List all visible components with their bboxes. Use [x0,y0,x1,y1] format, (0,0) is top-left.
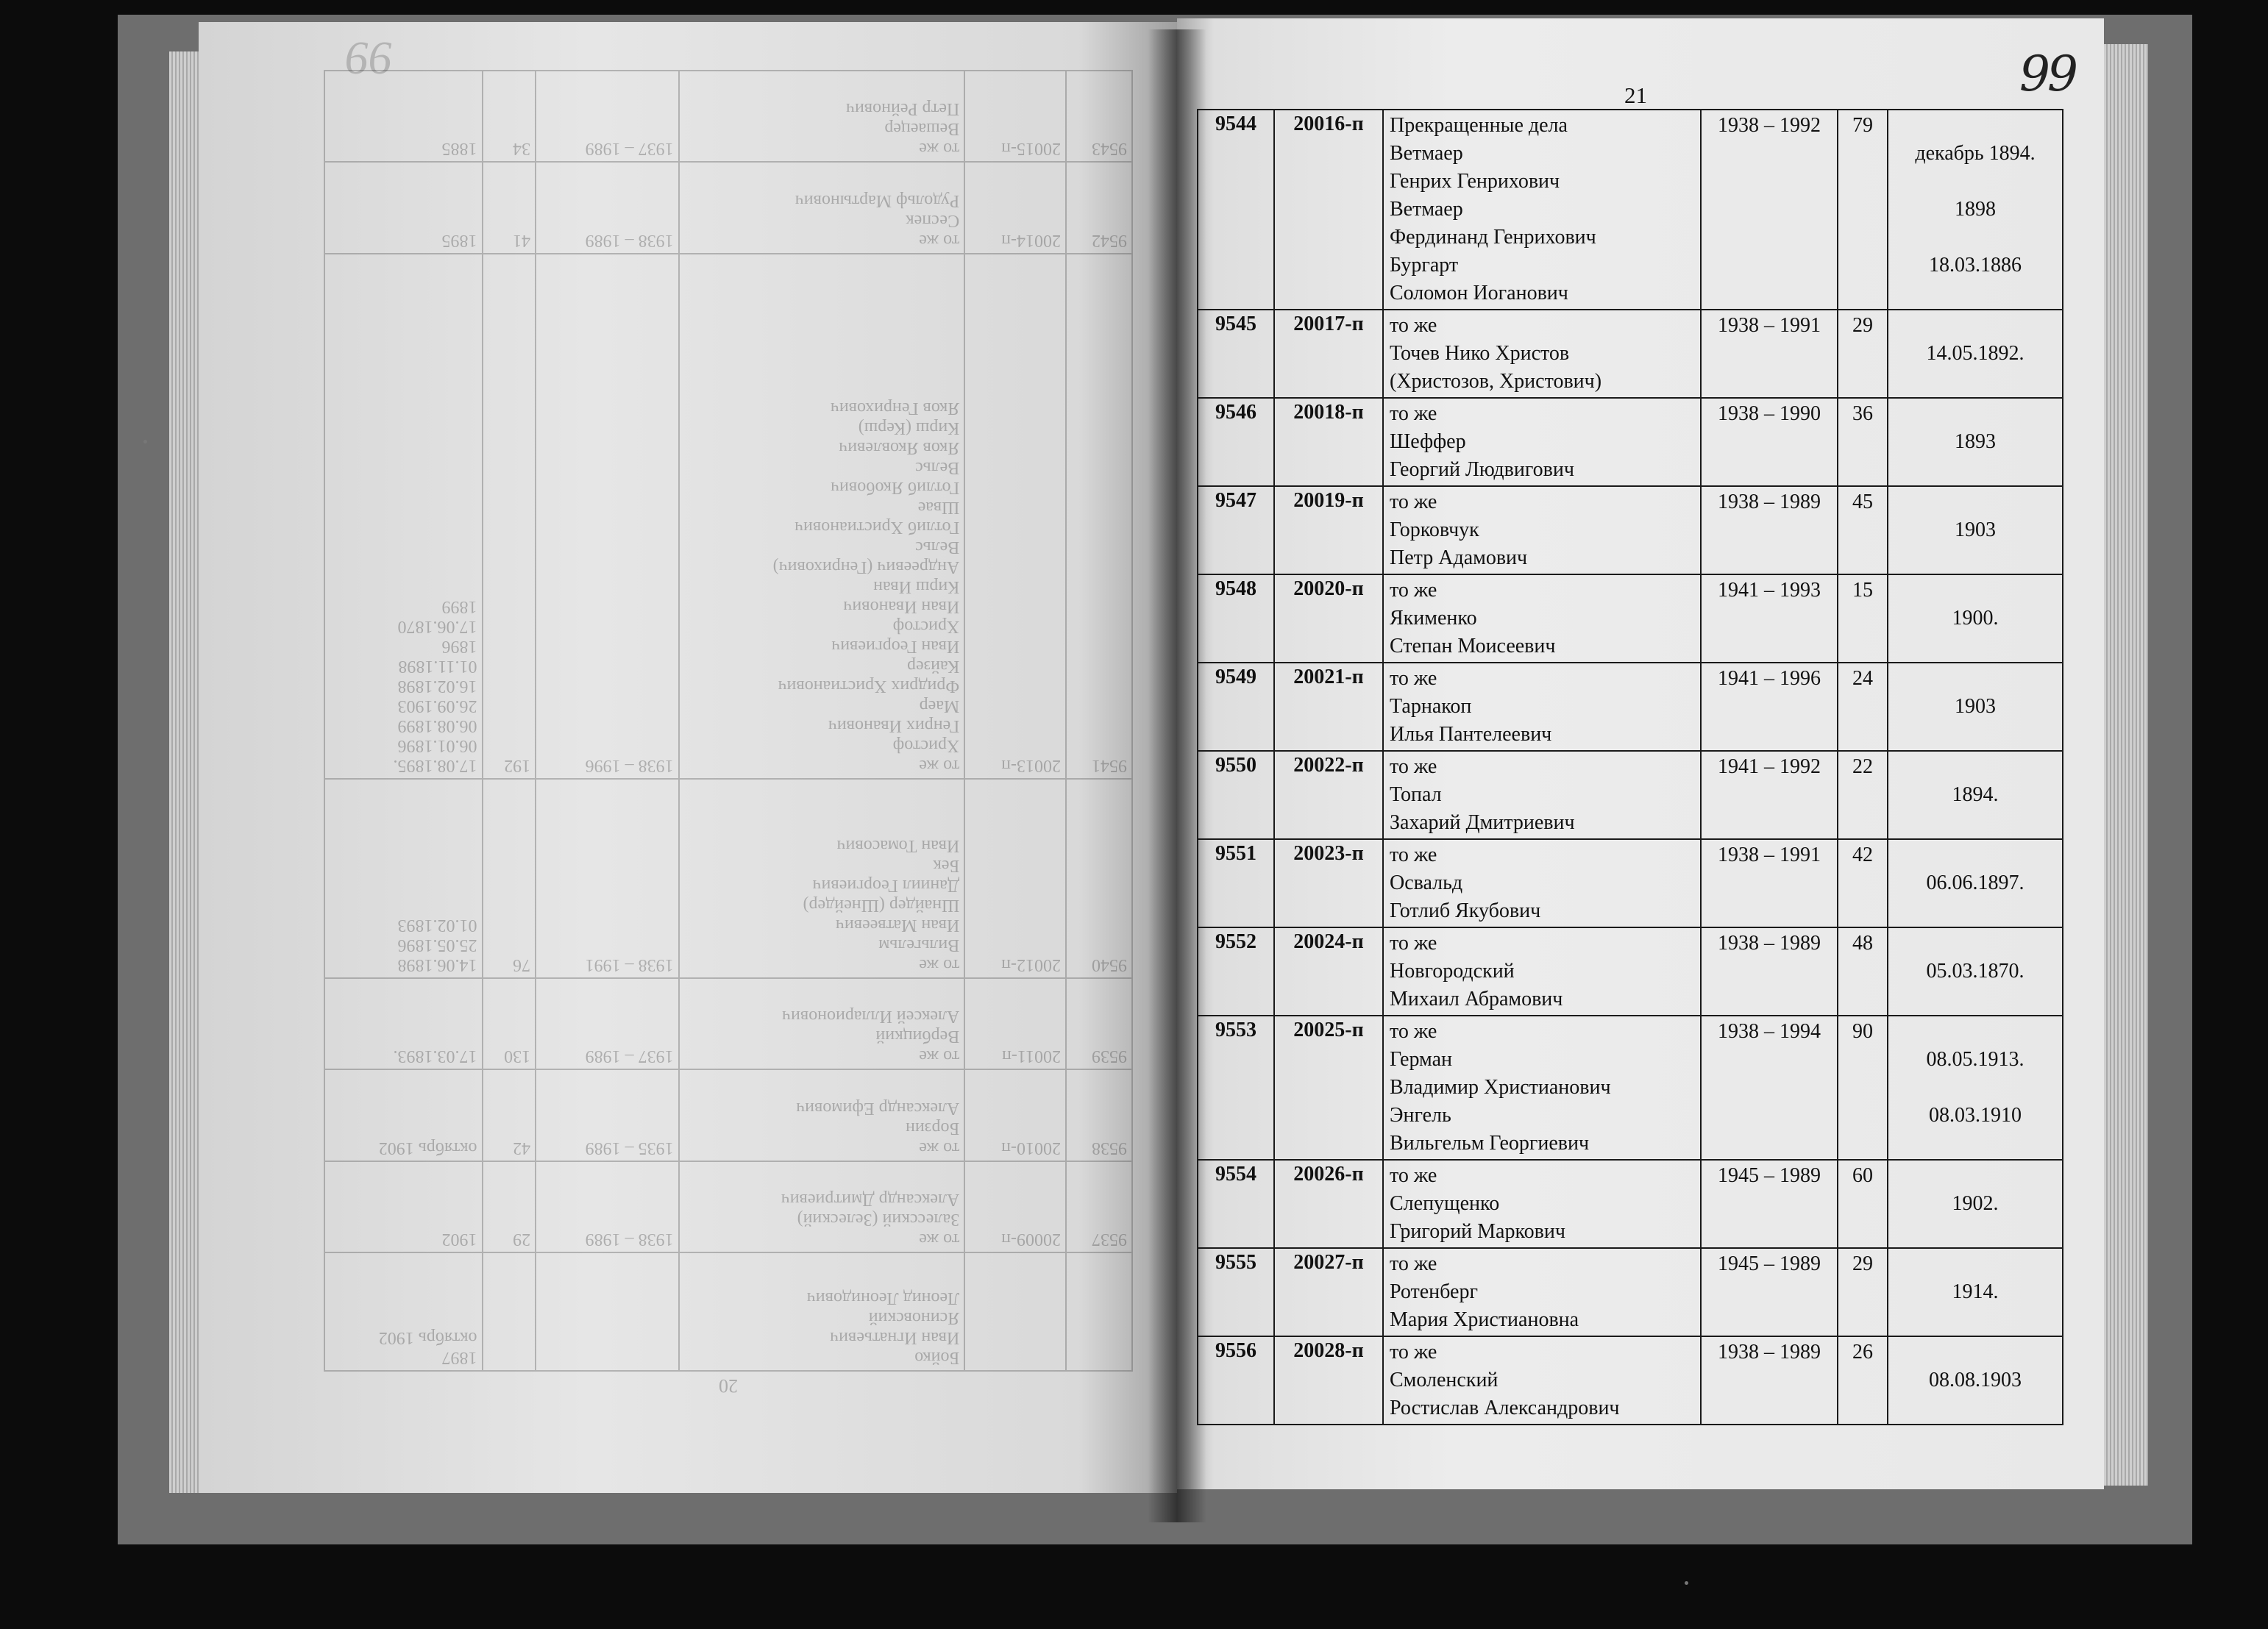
date-range: 1938 – 1991 [1701,839,1838,927]
left-table-row [324,254,1132,779]
left-page-number: 20 [719,1375,738,1397]
case-title: то же [1390,932,1437,955]
left-record-number: 9543 [1066,71,1132,162]
case-description [1383,927,1701,1016]
date-range: 1938 – 1989 [1701,927,1838,1016]
left-case-description: Бойко Иван Игнатьевич Ясиновский Леонид Леонидович [679,1252,965,1371]
person-name: Освальд [1390,871,1463,894]
left-handwritten-note: 99 [346,32,393,85]
birth-dates [1888,398,2063,486]
person-name: Степан Моисеевич [1390,635,1556,657]
fund-number: 20028-п [1274,1336,1383,1425]
sheet-count: 45 [1838,486,1888,574]
left-case-description: то же Вешаецер Петр Рейнович [679,71,965,162]
archive-inventory-table [1197,109,2063,1425]
case-title: то же [1390,1341,1437,1364]
left-fund-number: 20013-п [964,254,1066,779]
sheet-count: 26 [1838,1336,1888,1425]
person-name: Захарий Дмитриевич [1390,811,1575,834]
left-sheet-count: 29 [483,1161,536,1252]
left-record-number: 9542 [1066,162,1132,253]
table-row [1198,574,2063,663]
case-title: то же [1390,314,1437,337]
left-case-description: то же Вербицкий Алексей Илларионович [679,978,965,1069]
date-range: 1938 – 1994 [1701,1016,1838,1160]
left-case-description: то же Борзин Александр Ефимович [679,1069,965,1161]
table-row [1198,398,2063,486]
table-row [1198,663,2063,751]
case-title: то же [1390,667,1437,690]
date-range: 1941 – 1993 [1701,574,1838,663]
left-sheet-count: 41 [483,162,536,253]
person-name: Михаил Абрамович [1390,988,1563,1010]
case-description [1383,1336,1701,1425]
left-sheet-count: 34 [483,71,536,162]
left-birth-dates: 17.08.1895. 06.01.1896 06.08.1899 26.09.1903 16.02.1898 01.11.1898 1896 17.06.1870 1899 [324,254,483,779]
case-title: то же [1390,1164,1437,1187]
birth-date: 08.03.1910 [1929,1104,2022,1127]
left-sheet-count [483,1252,536,1371]
birth-date: 08.05.1913. [1926,1048,2025,1071]
table-row [1198,1160,2063,1248]
birth-date: 1902. [1952,1192,1999,1215]
birth-dates [1888,751,2063,839]
left-fund-number: 20012-п [964,779,1066,979]
sheet-count: 42 [1838,839,1888,927]
scan-speck [1685,1581,1688,1585]
left-page-table [324,70,1133,1372]
case-description [1383,486,1701,574]
left-table-row [324,71,1132,162]
left-table-row [324,1069,1132,1161]
sheet-count: 90 [1838,1016,1888,1160]
left-sheet-count: 76 [483,779,536,979]
person-name: Готлиб Якубович [1390,899,1541,922]
person-name: Ротенберг [1390,1280,1478,1303]
person-name: Новгородский [1390,960,1515,983]
date-range: 1945 – 1989 [1701,1160,1838,1248]
fund-number: 20021-п [1274,663,1383,751]
table-row [1198,310,2063,398]
case-title: то же [1390,491,1437,513]
birth-dates [1888,1160,2063,1248]
record-number: 9547 [1198,486,1274,574]
person-name: Точев Нико Христов [1390,342,1570,365]
birth-dates [1888,1336,2063,1425]
sheet-count: 48 [1838,927,1888,1016]
person-name: Шеффер [1390,430,1466,453]
left-case-description: то же Залесский (Зелеский) Александр Дмитриевич [679,1161,965,1252]
birth-dates [1888,486,2063,574]
left-page-bleedthrough [324,70,1133,1397]
record-number: 9555 [1198,1248,1274,1336]
case-description [1383,839,1701,927]
person-name: Мария Христиановна [1390,1308,1579,1331]
left-date-range: 1938 – 1989 [536,1161,679,1252]
left-fund-number: 20014-п [964,162,1066,253]
record-number: 9551 [1198,839,1274,927]
person-name: Герман [1390,1048,1452,1071]
birth-date: 05.03.1870. [1926,960,2025,983]
record-number: 9554 [1198,1160,1274,1248]
birth-dates [1888,110,2063,310]
left-record-number: 9538 [1066,1069,1132,1161]
case-description [1383,1248,1701,1336]
left-fund-number [964,1252,1066,1371]
case-description [1383,751,1701,839]
fund-number: 20020-п [1274,574,1383,663]
left-date-range: 1937 – 1989 [536,978,679,1069]
left-table-row [324,1252,1132,1371]
table-row [1198,1016,2063,1160]
birth-date: 18.03.1886 [1929,254,2022,277]
fund-number: 20023-п [1274,839,1383,927]
left-fund-number: 20015-п [964,71,1066,162]
fund-number: 20018-п [1274,398,1383,486]
table-row [1198,486,2063,574]
person-name: Илья Пантелеевич [1390,723,1552,746]
fund-number: 20017-п [1274,310,1383,398]
person-name: Ростислав Александрович [1390,1397,1620,1419]
birth-dates [1888,1016,2063,1160]
left-record-number [1066,1252,1132,1371]
person-name: Генрих Генрихович [1390,170,1560,193]
table-row [1198,1336,2063,1425]
person-name: Топал [1390,783,1442,806]
left-record-number: 9541 [1066,254,1132,779]
left-sheet-count: 192 [483,254,536,779]
date-range: 1945 – 1989 [1701,1248,1838,1336]
left-birth-dates: октябрь 1902 [324,1069,483,1161]
case-description [1383,1160,1701,1248]
left-birth-dates: 17.03.1893. [324,978,483,1069]
person-name: Георгий Людвигович [1390,458,1574,481]
person-name: Якименко [1390,607,1477,630]
birth-date: 1903 [1955,695,1996,718]
case-title: то же [1390,579,1437,602]
person-name: Григорий Маркович [1390,1220,1565,1243]
birth-dates [1888,927,2063,1016]
birth-date: 1903 [1955,518,1996,541]
person-name: Соломон Иоганович [1390,282,1568,304]
birth-dates [1888,839,2063,927]
birth-date: декабрь 1894. [1915,142,2036,165]
left-date-range: 1937 – 1989 [536,71,679,162]
record-number: 9552 [1198,927,1274,1016]
record-number: 9549 [1198,663,1274,751]
left-date-range: 1938 – 1996 [536,254,679,779]
date-range: 1938 – 1992 [1701,110,1838,310]
record-number: 9544 [1198,110,1274,310]
left-table-row [324,162,1132,253]
person-name: Владимир Христианович [1390,1076,1611,1099]
birth-dates [1888,1248,2063,1336]
sheet-count: 22 [1838,751,1888,839]
left-case-description: то же Сеспек Рудольф Мартынович [679,162,965,253]
record-number: 9548 [1198,574,1274,663]
birth-date: 1893 [1955,430,1996,453]
left-sheet-count: 130 [483,978,536,1069]
left-birth-dates: 1895 [324,162,483,253]
fund-number: 20024-п [1274,927,1383,1016]
sheet-count: 24 [1838,663,1888,751]
left-case-description: то же Христоф Генрих Иванович Маер Фридрих Христианович Кайзер Иван Георгиевич Христоф Иван Иванович Кирш Иван Андреевич (Генрихович) Вельс Готлиб Христианович Швае Готлиб Якобович Вельс Яков Яковлевич Кирш (Керш) Яков Генрихович [679,254,965,779]
birth-date: 1914. [1952,1280,1999,1303]
case-title: Прекращенные дела [1390,114,1568,137]
person-name: Слепущенко [1390,1192,1500,1215]
case-description [1383,110,1701,310]
table-row [1198,751,2063,839]
sheet-count: 29 [1838,310,1888,398]
fund-number: 20019-п [1274,486,1383,574]
left-birth-dates: 1902 [324,1161,483,1252]
left-table-row [324,978,1132,1069]
person-name: Энгель [1390,1104,1451,1127]
table-row [1198,1248,2063,1336]
scan-speck [143,440,147,443]
left-fund-number: 20010-п [964,1069,1066,1161]
left-table-row [324,1161,1132,1252]
left-record-number: 9540 [1066,779,1132,979]
date-range: 1938 – 1991 [1701,310,1838,398]
fund-number: 20025-п [1274,1016,1383,1160]
fund-number: 20027-п [1274,1248,1383,1336]
date-range: 1941 – 1992 [1701,751,1838,839]
left-table-row [324,779,1132,979]
person-name: Бургарт [1390,254,1459,277]
person-name: (Христозов, Христович) [1390,370,1602,393]
left-date-range: 1935 – 1989 [536,1069,679,1161]
left-date-range [536,1252,679,1371]
birth-dates [1888,574,2063,663]
person-name: Фердинанд Генрихович [1390,226,1596,249]
table-row [1198,110,2063,310]
date-range: 1938 – 1989 [1701,486,1838,574]
right-handwritten-note: 99 [2019,46,2075,102]
case-title: то же [1390,844,1437,866]
sheet-count: 79 [1838,110,1888,310]
left-date-range: 1938 – 1991 [536,779,679,979]
birth-date: 1894. [1952,783,1999,806]
birth-dates [1888,663,2063,751]
left-fund-number: 20011-п [964,978,1066,1069]
case-description [1383,663,1701,751]
case-title: то же [1390,402,1437,425]
record-number: 9546 [1198,398,1274,486]
fund-number: 20016-п [1274,110,1383,310]
case-title: то же [1390,1020,1437,1043]
left-date-range: 1938 – 1989 [536,162,679,253]
person-name: Петр Адамович [1390,546,1528,569]
case-description [1383,310,1701,398]
left-case-description: то же Вильгельм Иван Матвеевич Шнайдер (Шнейдер) Даниил Георгиевич Бек Иван Томасович [679,779,965,979]
sheet-count: 15 [1838,574,1888,663]
sheet-count: 60 [1838,1160,1888,1248]
person-name: Горковчук [1390,518,1479,541]
person-name: Вильгельм Георгиевич [1390,1132,1590,1155]
left-record-number: 9539 [1066,978,1132,1069]
person-name: Ветмаер [1390,142,1463,165]
table-row [1198,839,2063,927]
left-record-number: 9537 [1066,1161,1132,1252]
fund-number: 20026-п [1274,1160,1383,1248]
birth-date: 1900. [1952,607,1999,630]
left-sheet-count: 42 [483,1069,536,1161]
birth-date: 08.08.1903 [1929,1369,2022,1391]
date-range: 1938 – 1990 [1701,398,1838,486]
case-title: то же [1390,1252,1437,1275]
case-description [1383,1016,1701,1160]
case-description [1383,574,1701,663]
record-number: 9556 [1198,1336,1274,1425]
date-range: 1941 – 1996 [1701,663,1838,751]
fund-number: 20022-п [1274,751,1383,839]
right-page-edges [2104,44,2148,1486]
birth-dates [1888,310,2063,398]
birth-date: 06.06.1897. [1926,871,2025,894]
date-range: 1938 – 1989 [1701,1336,1838,1425]
person-name: Тарнакоп [1390,695,1472,718]
birth-date: 14.05.1892. [1926,342,2025,365]
case-description [1383,398,1701,486]
case-title: то же [1390,755,1437,778]
record-number: 9550 [1198,751,1274,839]
sheet-count: 29 [1838,1248,1888,1336]
right-page-number: 21 [1624,82,1647,108]
left-birth-dates: 1885 [324,71,483,162]
person-name: Смоленский [1390,1369,1499,1391]
table-row [1198,927,2063,1016]
left-birth-dates: 1897 октябрь 1902 [324,1252,483,1371]
person-name: Ветмаер [1390,198,1463,221]
left-birth-dates: 14.06.1898 25.05.1896 01.02.1893 [324,779,483,979]
record-number: 9545 [1198,310,1274,398]
birth-date: 1898 [1955,198,1996,221]
sheet-count: 36 [1838,398,1888,486]
left-fund-number: 20009-п [964,1161,1066,1252]
record-number: 9553 [1198,1016,1274,1160]
